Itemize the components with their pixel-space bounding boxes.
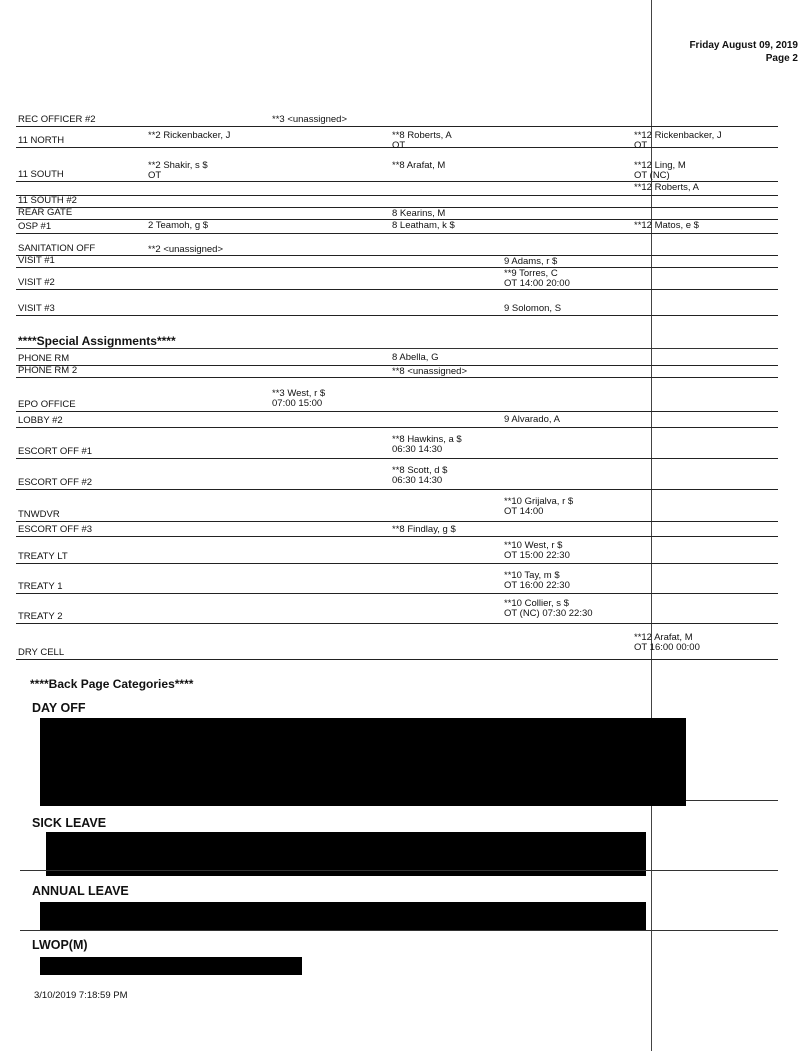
divider — [686, 800, 778, 801]
table-row — [16, 352, 778, 366]
table-row — [16, 160, 778, 182]
table-row — [16, 268, 778, 290]
assignment-cell: OT 14:00 — [504, 506, 544, 517]
assignment-cell: **12 Matos, e $ — [634, 220, 699, 231]
post-label: VISIT #2 — [18, 277, 55, 288]
table-row — [16, 598, 778, 624]
assignment-cell: **8 Findlay, g $ — [392, 524, 456, 535]
assignment-cell: **3 West, r $ — [272, 388, 326, 399]
row-divider — [16, 315, 778, 316]
table-row — [16, 130, 778, 151]
assignment-cell: 8 Abella, G — [392, 352, 439, 363]
row-divider — [16, 536, 778, 537]
table-row — [16, 114, 778, 127]
assignment-cell: OT — [392, 140, 406, 151]
category-sick-leave: SICK LEAVE — [32, 816, 107, 830]
post-label: 11 NORTH — [18, 135, 65, 146]
post-label: VISIT #1 — [18, 255, 55, 266]
assignment-cell: 07:00 15:00 — [272, 398, 323, 409]
post-label: VISIT #3 — [18, 303, 55, 314]
table-row — [16, 196, 778, 208]
post-label: TREATY 1 — [18, 581, 63, 592]
assignment-cell: 8 Leatham, k $ — [392, 220, 455, 231]
post-label: TNWDVR — [18, 509, 60, 520]
row-divider — [16, 377, 778, 378]
table-row — [16, 496, 778, 522]
assignment-cell: 06:30 14:30 — [392, 444, 443, 455]
post-label: PHONE RM — [18, 353, 70, 364]
post-label: 11 SOUTH #2 — [18, 195, 77, 206]
table-row — [16, 632, 778, 660]
post-label: TREATY LT — [18, 551, 68, 562]
table-row — [16, 303, 778, 316]
post-label: DRY CELL — [18, 647, 65, 658]
assignment-cell: **8 <unassigned> — [392, 366, 468, 377]
assignment-cell: OT 15:00 22:30 — [504, 550, 570, 561]
table-row — [16, 244, 778, 256]
post-label: SANITATION OFF — [18, 243, 96, 254]
assignment-cell: 9 Solomon, S — [504, 303, 562, 314]
post-label: TREATY 2 — [18, 611, 63, 622]
special-assignments-heading: ****Special Assignments**** — [18, 334, 176, 348]
assignment-cell: 9 Adams, r $ — [504, 256, 558, 267]
footer-timestamp: 3/10/2019 7:18:59 PM — [34, 990, 128, 1001]
assignment-cell: **12 Ling, M — [634, 160, 686, 171]
row-divider — [16, 233, 778, 234]
row-divider — [16, 563, 778, 564]
post-label: REC OFFICER #2 — [18, 114, 96, 125]
assignment-cell: **9 Torres, C — [504, 268, 558, 279]
assignment-cell: **10 Tay, m $ — [504, 570, 560, 581]
divider — [20, 930, 778, 931]
assignment-cell: **2 Rickenbacker, J — [148, 130, 231, 141]
row-divider — [16, 489, 778, 490]
post-label: 11 SOUTH — [18, 169, 64, 180]
redaction-block — [40, 718, 686, 806]
assignment-cell: **2 Shakir, s $ — [148, 160, 208, 171]
assignment-cell: **12 Roberts, A — [634, 182, 699, 193]
row-divider — [16, 623, 778, 624]
assignment-cell: OT (NC) — [634, 170, 670, 181]
assignment-cell: 06:30 14:30 — [392, 475, 443, 486]
assignment-cell: **8 Arafat, M — [392, 160, 446, 171]
post-label: ESCORT OFF #2 — [18, 477, 93, 488]
table-row — [16, 524, 778, 537]
row-divider — [16, 427, 778, 428]
assignment-cell: **10 West, r $ — [504, 540, 563, 551]
assignment-cell: **10 Grijalva, r $ — [504, 496, 574, 507]
header-date: Friday August 09, 2019 — [689, 40, 798, 51]
category-lwop: LWOP(M) — [32, 938, 88, 952]
post-label: LOBBY #2 — [18, 415, 63, 426]
post-label: ESCORT OFF #1 — [18, 446, 93, 457]
redaction-block — [40, 902, 646, 930]
assignment-cell: **12 Rickenbacker, J — [634, 130, 722, 141]
assignment-cell: OT 16:00 22:30 — [504, 580, 570, 591]
table-row — [16, 220, 778, 234]
table-row — [16, 366, 778, 378]
row-divider — [16, 411, 778, 412]
assignment-cell: **10 Collier, s $ — [504, 598, 569, 609]
category-day-off: DAY OFF — [32, 701, 86, 715]
post-label: OSP #1 — [18, 221, 52, 232]
post-label: REAR GATE — [18, 207, 73, 218]
assignment-cell: **8 Scott, d $ — [392, 465, 448, 476]
assignment-cell: **12 Arafat, M — [634, 632, 693, 643]
header-page-number: Page 2 — [765, 53, 798, 64]
assignment-cell: **8 Hawkins, a $ — [392, 434, 462, 445]
table-row — [16, 465, 778, 490]
assignment-cell: OT 16:00 00:00 — [634, 642, 700, 653]
table-row — [16, 414, 778, 428]
post-label: EPO OFFICE — [18, 399, 76, 410]
post-label: PHONE RM 2 — [18, 365, 78, 376]
table-row — [16, 256, 778, 268]
redaction-block — [40, 957, 302, 975]
table-row — [16, 570, 778, 594]
row-divider — [16, 659, 778, 660]
table-row — [16, 182, 778, 196]
row-divider — [16, 521, 778, 522]
assignment-cell: 9 Alvarado, A — [504, 414, 560, 425]
assignment-cell: OT — [148, 170, 162, 181]
assignment-cell: **2 <unassigned> — [148, 244, 224, 255]
assignment-cell: **8 Roberts, A — [392, 130, 452, 141]
assignment-cell: OT 14:00 20:00 — [504, 278, 570, 289]
divider — [16, 348, 778, 349]
table-row — [16, 388, 778, 412]
assignment-cell: **3 <unassigned> — [272, 114, 348, 125]
row-divider — [16, 126, 778, 127]
back-page-heading: ****Back Page Categories**** — [30, 677, 194, 691]
divider — [20, 870, 778, 871]
category-annual-leave: ANNUAL LEAVE — [32, 884, 129, 898]
assignment-cell: 2 Teamoh, g $ — [148, 220, 209, 231]
row-divider — [16, 458, 778, 459]
table-row — [16, 434, 778, 459]
post-label: ESCORT OFF #3 — [18, 524, 93, 535]
row-divider — [16, 289, 778, 290]
table-row — [16, 540, 778, 564]
table-row — [16, 208, 778, 220]
assignment-cell: OT — [634, 140, 648, 151]
assignment-cell: OT (NC) 07:30 22:30 — [504, 608, 593, 619]
assignment-cell: 8 Kearins, M — [392, 208, 446, 219]
row-divider — [16, 593, 778, 594]
